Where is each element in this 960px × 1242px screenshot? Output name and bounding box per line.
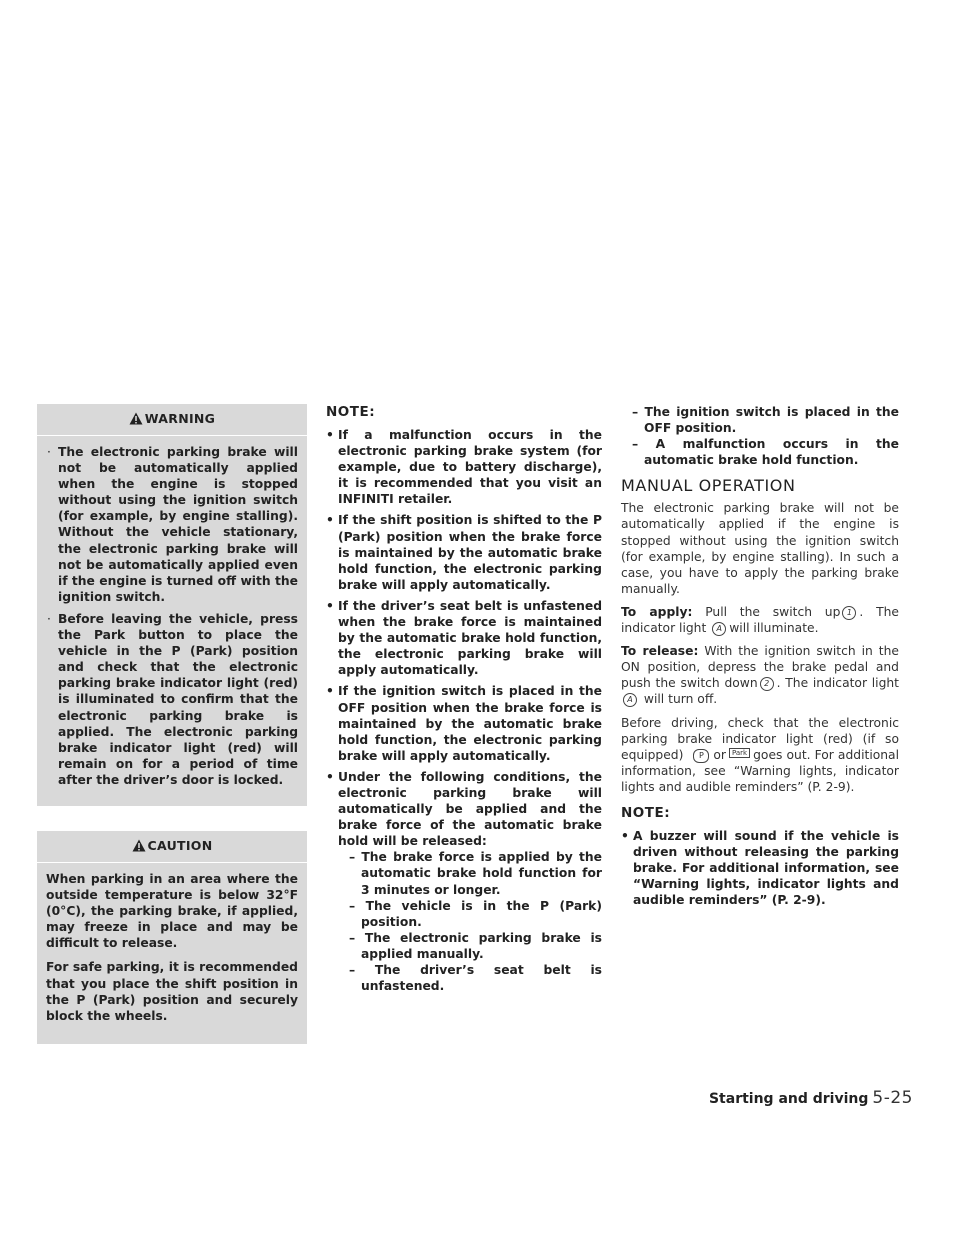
manual-intro: The electronic parking brake will not be automatically applied if the engine is stopped without using the ignition switch (for example, by engine stalling). In such a case, you have to apply the parking brake manually. — [621, 501, 899, 596]
note-item: • If the driver’s seat belt is unfastened when the brake force is maintained by the automatic brake hold function, the electronic parking brake will apply automatically. — [326, 598, 602, 678]
callout-2-icon: 2 — [760, 677, 774, 691]
parking-brake-p-icon: P — [693, 749, 709, 763]
caution-paragraph: For safe parking, it is recommended that you place the shift position in the P (Park) position and securely block the wheels. — [46, 960, 298, 1023]
warning-item: · Before leaving the vehicle, press the Park button to place the vehicle in the P (Park) position and check that the electronic parking brake indicator light (red) is illuminated to confirm that the electronic parking brake is applied. The electronic parking brake indicator light (red) will remain on for a period of time after the driver’s door is locked. — [47, 611, 298, 787]
note-subitem: – The driver’s seat belt is unfastened. — [349, 963, 602, 994]
caution-triangle-icon — [132, 839, 146, 855]
note-item: • A buzzer will sound if the vehicle is driven without releasing the parking brake. For additional information, see “Warning lights, indicator lights and audible reminders” (P. 2-9). — [621, 828, 899, 908]
note-item: • If a malfunction occurs in the electronic parking brake system (for example, due to battery discharge), it is recommended that you visit an INFINITI retailer. — [326, 428, 602, 507]
before-driving-text: Before driving, check that the electronic parking brake indicator light (red) (if so equipped) P or Park goes out. For additional information, see “Warning lights, indicator lights and audible reminders” (P. 2-9). — [621, 715, 899, 794]
warning-triangle-icon — [129, 412, 143, 428]
park-indicator-icon: Park — [729, 748, 750, 758]
middle-column — [326, 404, 602, 999]
warning-item: · The electronic parking brake will not be automatically applied when the engine is stopped without using the ignition switch (for example, by engine stalling). Without the vehicle stationary, the electronic parking brake will not be automatically applied even if the engine is turned off with the ignition switch. — [47, 445, 298, 604]
caution-title: CAUTION — [147, 837, 213, 853]
caution-header — [37, 831, 307, 863]
note-item: • If the ignition switch is placed in the OFF position when the brake force is maintained by the automatic brake hold function, the electronic parking brake will apply automatically. — [326, 684, 602, 763]
note-item: • If the shift position is shifted to the P (Park) position when the brake force is maintained by the automatic brake hold function, the electronic parking brake will apply automatically. — [326, 513, 602, 592]
left-column — [37, 404, 307, 1044]
page-number: 5-25 — [872, 1088, 913, 1108]
note-subitem: – A malfunction occurs in the automatic brake hold function. — [632, 437, 899, 468]
section-heading: MANUAL OPERATION — [621, 476, 796, 496]
callout-1-icon: 1 — [842, 606, 856, 620]
note-subitem: – The vehicle is in the P (Park) position. — [349, 898, 602, 929]
note-subitem: – The brake force is applied by the automatic brake hold function for 3 minutes or longer. — [349, 850, 602, 897]
note-subitem: – The ignition switch is placed in the OFF position. — [632, 405, 899, 436]
warning-title: WARNING — [144, 411, 216, 426]
release-instruction: To release: With the ignition switch in the ON position, depress the brake pedal and push the switch down 2 . The indicator lightA will turn off. — [621, 644, 899, 707]
page-footer — [703, 1088, 913, 1108]
footer-section-title: Starting and driving — [708, 1091, 869, 1107]
callout-a-icon: A — [712, 622, 726, 636]
note-heading: NOTE: — [326, 404, 376, 420]
apply-instruction: To apply: Pull the switch up 1 . The indicator light A will illuminate. — [621, 604, 899, 636]
caution-box — [37, 831, 307, 1044]
caution-paragraph: When parking in an area where the outside temperature is below 32°F (0°C), the parking brake, if applied, may freeze in place and may be difficult to release. — [46, 871, 298, 951]
note-subitem: – The electronic parking brake is applied manually. — [349, 930, 602, 961]
warning-box — [37, 404, 307, 806]
note-item: • Under the following conditions, the electronic parking brake will automatically be applied and the brake force of the automatic brake hold will be released: – The brake force is applied by the automatic brake hold function for 3 minutes or longer. – The vehicle is in the P (Park) position. – The electronic parking brake is applied manually. – The driver’s seat belt is unfastened. — [326, 769, 602, 994]
warning-header — [37, 404, 307, 436]
note-heading: NOTE: — [621, 804, 671, 821]
callout-a-icon: A — [623, 693, 637, 707]
right-column — [621, 404, 899, 913]
